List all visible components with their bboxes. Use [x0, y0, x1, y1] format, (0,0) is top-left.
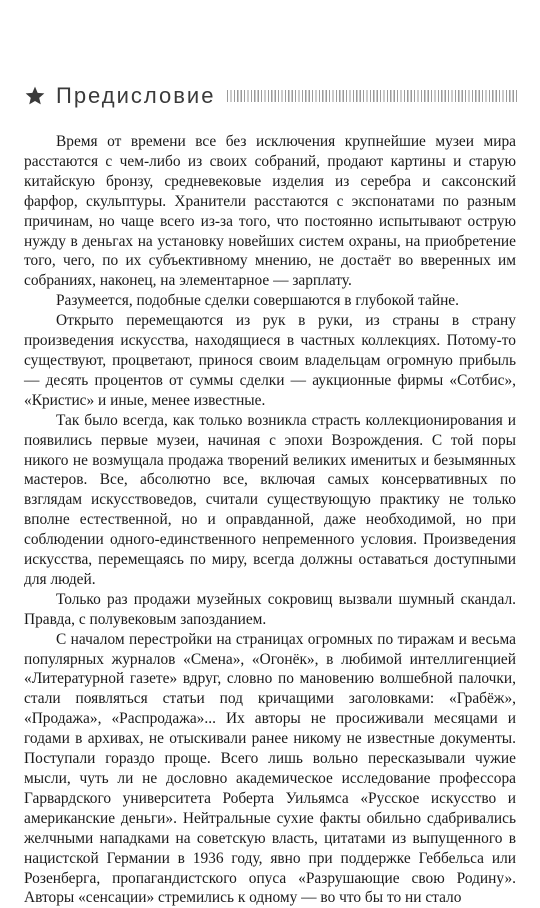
header-rule — [227, 90, 518, 102]
paragraph: Время от времени все без исключения крупнейшие музеи мира расстаются с чем-либо из своих собраний, продают картины и старую китайскую бронзу, средневековые изделия из серебра и саксонский фарфор, скульптуры. Хранители расстаются с экспонатами по разным причинам, но чаще всего из-за того, что постоянно испытывают острую нужду в деньгах на установку новейших систем охраны, на приобретение того, чего, по их субъективному мнению, не достаёт во вверенных им собраниях, наконец, на элементарное — зарплату. — [24, 133, 516, 290]
paragraph: Так было всегда, как только возникла страсть коллекционирования и появились первые музеи, начиная с эпохи Возрождения. С той поры никого не возмущала продажа творений великих именитых и безымянных мастеров. Все, абсолютно все, включая самых консервативных по взглядам искусствоведов, считали существующую практику не только вполне естественной, но и оправданной, даже необходимой, но при соблюдении одного-единственного непременного условия. Произведения искусства, перемещаясь по миру, всегда должны оставаться доступными для людей. — [24, 411, 516, 588]
paragraph: С началом перестройки на страницах огромных по тиражам и весьма популярных журналов «Смена», «Огонёк», в любимой интеллигенцией «Литературной газете» вдруг, словно по мановению волшебной палочки, стали появляться статьи под кричащими заголовками: «Грабёж», «Продажа», «Распродажа»... Их авторы не просиживали месяцами и годами в архивах, не отыскивали ранее никому не известные документы. Поступали гораздо проще. Всего лишь вольно пересказывали чужие мысли, чуть ли не дословно академическое исследование профессора Гарвардского университета Роберта Уильямса «Русское искусство и американские деньги». Нейтральные сухие факты обильно сдабривались желчными нападками на советскую власть, цитатами из выпущенного в нацистской Германии в 1936 году, явно при поддержке Геббельса или Розенберга, пропагандистского опуса «Разрушающие свою Родину». Авторы «сенсации» стремились к одному — во что бы то ни стало — [24, 630, 516, 907]
paragraph: Разумеется, подобные сделки совершаются в глубокой тайне. — [56, 292, 459, 310]
paragraph: Только раз продажи музейных сокровищ вызвали шумный скандал. Правда, с полувековым запозданием. — [24, 590, 516, 628]
chapter-header — [24, 78, 518, 114]
body-text — [24, 132, 516, 908]
chapter-title: Предисловие — [56, 83, 216, 108]
star-icon — [24, 85, 46, 107]
paragraph: Открыто перемещаются из рук в руки, из страны в страну произведения искусства, находящиеся в частных коллекциях. Потому-то существуют, процветают, принося своим владельцам огромную прибыль — десять процентов от суммы сделки — аукционные фирмы «Сотбис», «Кристис» и иные, менее известные. — [24, 312, 516, 409]
